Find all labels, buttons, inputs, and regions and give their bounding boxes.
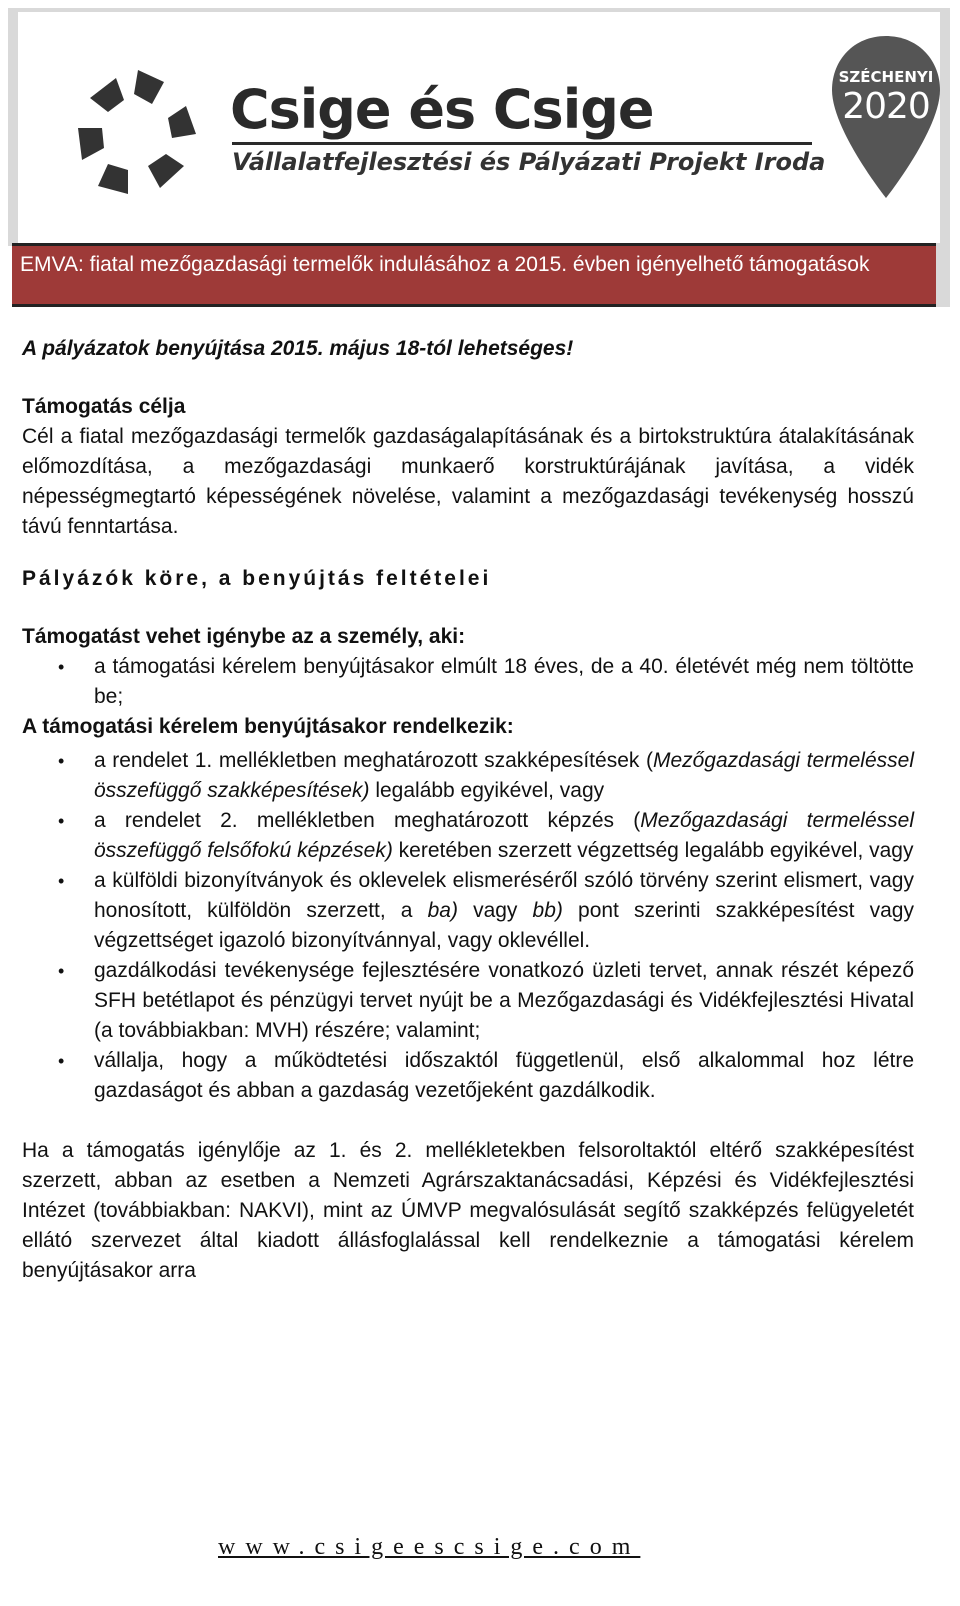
list-item: • a támogatási kérelem benyújtásakor elmúlt 18 éves, de a 40. életévét még nem töltötte be; [94,652,914,712]
section-heading-applicants: Pályázók köre, a benyújtás feltételei [22,567,492,590]
eligibility-heading: Támogatást vehet igénybe az a személy, aki: [22,625,466,648]
page-header [8,8,950,246]
szechenyi-2020-badge [828,32,944,202]
list-item: • vállalja, hogy a működtetési időszaktól függetlenül, első alkalommal hoz létre gazdaságot és abban a gazdaság vezetőjeként gazdálkodik. [94,1046,914,1106]
section-heading-goal: Támogatás célja [22,395,186,418]
company-logo-icon [68,62,208,202]
list-item: • a rendelet 1. mellékletben meghatározott szakképesítések (Mezőgazdasági termeléssel összefüggő szakképesítések) legalább egyikével, vagy [94,746,914,806]
eligibility-list [22,652,914,712]
qualification-list [22,746,914,1106]
list-item: • gazdálkodási tevékenysége fejlesztésére vonatkozó üzleti tervet, annak részét képező SFH betétlapot és pénzügyi tervet nyújt be a Mezőgazdasági és Vidékfejlesztési Hivatal (a továbbiakban: MVH) részére; valamint; [94,956,914,1046]
document-body [22,334,914,1286]
list-item: • a külföldi bizonyítványok és oklevelek elismeréséről szóló törvény szerint elismert, vagy honosított, külföldön szerzett, a ba) vagy bb) pont szerinti szakképesítést vagy végzettséget igazoló bizonyítvánnyal, vagy oklevéllel. [94,866,914,956]
badge-line-1: SZÉCHENYI [838,68,934,86]
list-item: • a rendelet 2. mellékletben meghatározott képzés (Mezőgazdasági termeléssel összefüggő felsőfokú képzések) keretében szerzett végzettség legalább egyikével, vagy [94,806,914,866]
brand-name: Csige és Csige [230,78,654,141]
badge-line-2: 2020 [842,86,930,127]
title-bar-edge [936,243,950,307]
brand-subtitle: Vállalatfejlesztési és Pályázati Projekt Iroda [232,148,826,176]
closing-paragraph: Ha a támogatás igénylője az 1. és 2. mellékletekben felsoroltaktól eltérő szakképesítést szerzett, abban az esetben a Nemzeti Agrárszaktanácsadási, Képzési és Vidékfejlesztési Intézet (továbbiakban: NAKVI), mint az ÚMVP megvalósulását segítő szakképzés felügyeletét ellátó szervezet által kiadott állásfoglalással kell rendelkeznie a támogatási kérelem benyújtásakor arra [22,1139,914,1282]
title-bar: EMVA: fiatal mezőgazdasági termelők indulásához a 2015. évben igényelhető támogatások [12,243,936,307]
footer-website-link[interactable]: www.csigeescsige.com [218,1534,641,1560]
goal-paragraph: Cél a fiatal mezőgazdasági termelők gazdaságalapításának és a birtokstruktúra átalakításának előmozdítása, a mezőgazdasági munkaerő korstruktúrájának javítása, a vidék népességmegtartó képességének növelése, valamint a mezőgazdasági tevékenység hosszú távú fenntartása. [22,425,914,538]
deadline-note: A pályázatok benyújtása 2015. május 18-tól lehetséges! [22,337,574,360]
qualification-heading: A támogatási kérelem benyújtásakor rendelkezik: [22,715,514,738]
brand-underline [232,142,812,145]
